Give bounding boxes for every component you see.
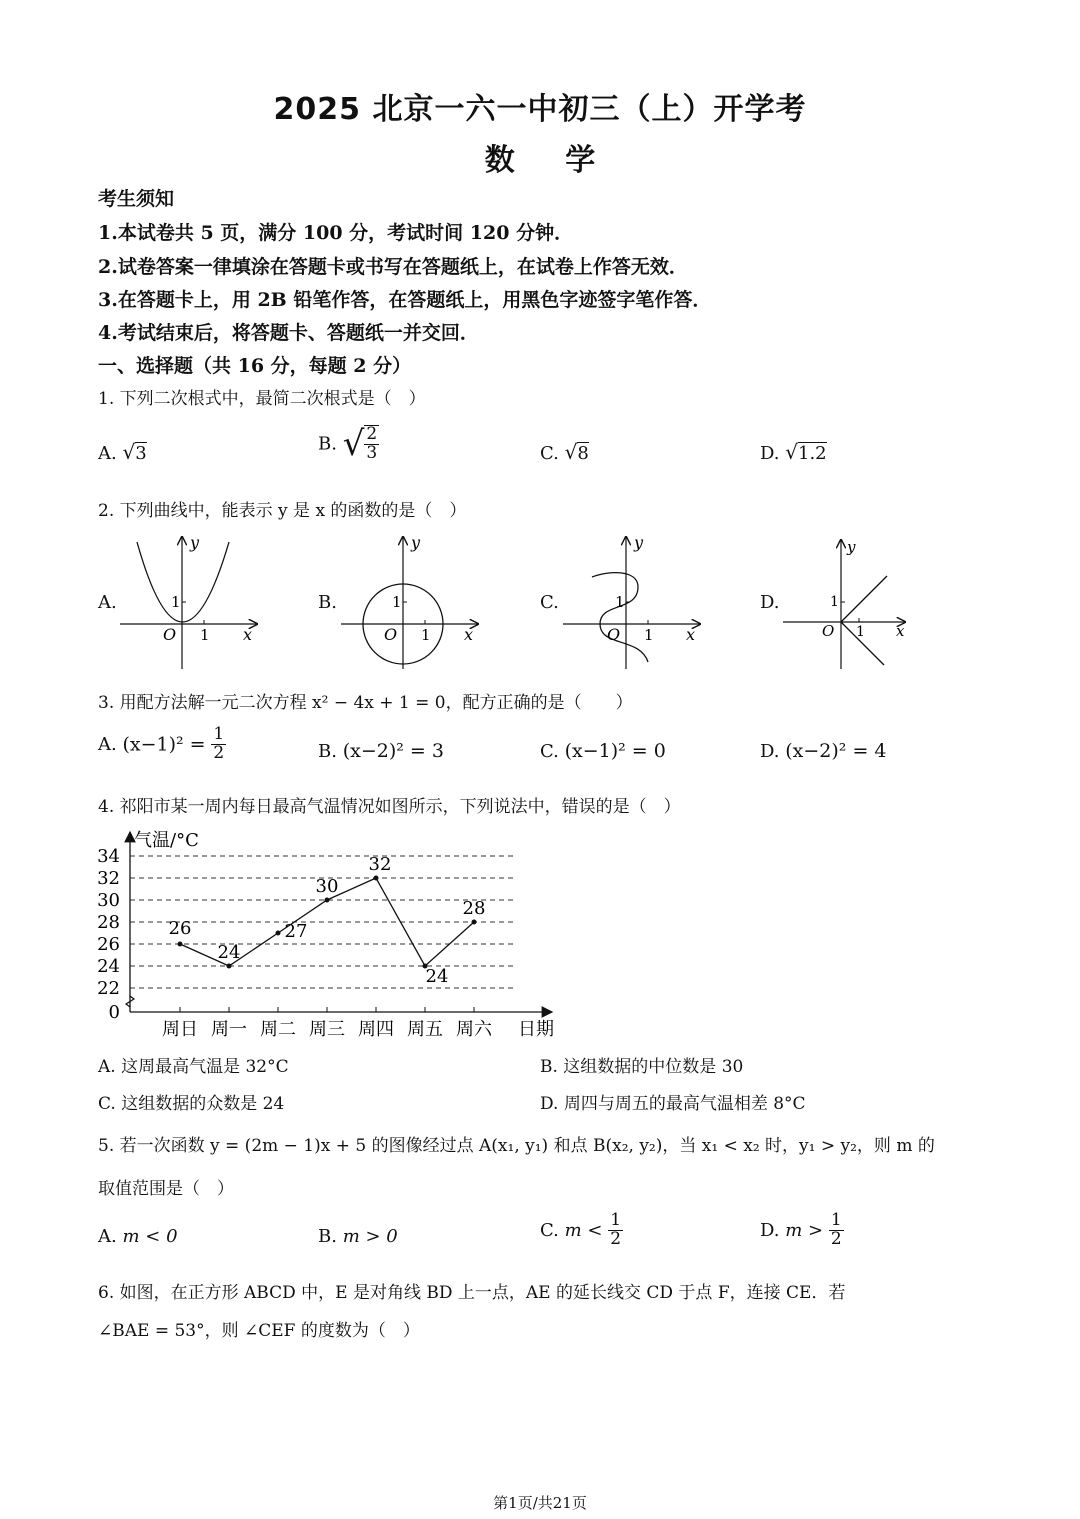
data-point bbox=[178, 942, 183, 947]
option-expression: (x−1)² = 0 bbox=[564, 740, 666, 762]
q4-option-b: B. 这组数据的中位数是 30 bbox=[540, 1057, 744, 1077]
q5-stem-line2: 取值范围是（ ） bbox=[98, 1179, 234, 1199]
origin-label: O bbox=[163, 625, 177, 644]
data-label: 32 bbox=[368, 854, 392, 875]
origin-label: O bbox=[822, 622, 835, 640]
q5-stem-line1: 5. 若一次函数 y = (2m − 1)x + 5 的图像经过点 A(x₁, y₁) 和点 B(x₂, y₂)，当 x₁ < x₂ 时，y₁ > y₂，则 m 的 bbox=[98, 1136, 935, 1156]
fraction-numerator: 1 bbox=[830, 1210, 842, 1230]
option-label: D. bbox=[760, 1219, 780, 1241]
x-tick-label: 周五 bbox=[407, 1019, 443, 1040]
option-expression: m > bbox=[785, 1219, 824, 1241]
q3-option-c bbox=[540, 740, 666, 762]
q1-option-c bbox=[540, 440, 589, 464]
q1-option-a bbox=[98, 440, 147, 464]
notice-item-3: 3.在答题卡上，用 2B 铅笔作答，在答题纸上，用黑色字迹签字笔作答． bbox=[98, 289, 712, 311]
q2-label-a: A. bbox=[98, 592, 117, 613]
option-fraction bbox=[608, 1212, 623, 1249]
q4-stem: 4. 祁阳市某一周内每日最高气温情况如图所示，下列说法中，错误的是（ ） bbox=[98, 797, 681, 817]
fraction-numerator: 1 bbox=[610, 1210, 622, 1230]
radicand: 3 bbox=[135, 443, 147, 464]
option-label: A. bbox=[98, 733, 117, 755]
option-label: C. bbox=[540, 1219, 559, 1241]
exam-title: 2025 北京一六一中初三（上）开学考 bbox=[273, 92, 807, 127]
y-tick-label: 22 bbox=[97, 978, 120, 999]
radical-sign: √ bbox=[122, 440, 136, 464]
q2-stem: 2. 下列曲线中，能表示 y 是 x 的函数的是（ ） bbox=[98, 501, 467, 521]
q4-option-c: C. 这组数据的众数是 24 bbox=[98, 1094, 285, 1114]
data-point bbox=[227, 964, 232, 969]
q5-option-c bbox=[540, 1212, 623, 1249]
y-axis-label: y bbox=[411, 533, 421, 552]
q2-graph-d bbox=[780, 532, 930, 672]
x-tick-label: 周六 bbox=[456, 1019, 492, 1040]
notice-heading: 考生须知 bbox=[98, 188, 175, 210]
x-axis-label: x bbox=[686, 625, 696, 644]
radicand: 8 bbox=[577, 443, 589, 464]
y-tick-label: 26 bbox=[97, 934, 120, 955]
option-label: A. bbox=[98, 443, 117, 464]
option-expression: (x−2)² = 3 bbox=[342, 740, 444, 762]
option-expression: m < 0 bbox=[122, 1226, 178, 1247]
option-expression: (x−2)² = 4 bbox=[785, 740, 887, 762]
tick-label-y1: 1 bbox=[171, 593, 181, 611]
q3-stem: 3. 用配方法解一元二次方程 x² − 4x + 1 = 0，配方正确的是（ ） bbox=[98, 693, 633, 713]
radical-sign: √ bbox=[564, 440, 578, 464]
y-tick-label: 0 bbox=[108, 1002, 120, 1023]
data-label: 28 bbox=[462, 898, 486, 919]
s-curve bbox=[592, 573, 648, 662]
notice-item-1: 1.本试卷共 5 页，满分 100 分，考试时间 120 分钟． bbox=[98, 222, 574, 244]
tick-label-y1: 1 bbox=[392, 593, 402, 611]
option-expression: m < bbox=[564, 1219, 603, 1241]
notice-item-4: 4.考试结束后，将答题卡、答题纸一并交回． bbox=[98, 322, 479, 344]
q1-stem: 1. 下列二次根式中，最简二次根式是（ ） bbox=[98, 389, 426, 409]
q5-option-d bbox=[760, 1212, 844, 1249]
radical-sign: √ bbox=[785, 440, 798, 464]
option-fraction bbox=[829, 1212, 844, 1249]
q2-label-d: D. bbox=[760, 592, 780, 613]
tick-label-x1: 1 bbox=[200, 626, 210, 644]
x-tick-label: 周日 bbox=[162, 1019, 198, 1040]
fraction-denominator: 2 bbox=[830, 1228, 842, 1249]
exam-subject: 数 学 bbox=[484, 143, 596, 178]
q5-option-a bbox=[98, 1226, 178, 1247]
q2-label-c: C. bbox=[540, 592, 559, 613]
q1-option-b bbox=[318, 424, 379, 464]
fraction-denominator: 2 bbox=[213, 742, 225, 763]
x-axis-label: x bbox=[896, 622, 905, 640]
x-axis-label: x bbox=[243, 625, 253, 644]
option-expression: m > 0 bbox=[342, 1226, 398, 1247]
section-heading: 一、选择题（共 16 分，每题 2 分） bbox=[98, 355, 412, 377]
fraction-denominator: 2 bbox=[610, 1228, 622, 1249]
x-tick-label: 周二 bbox=[260, 1019, 296, 1040]
origin-label: O bbox=[384, 625, 398, 644]
y-tick-label: 32 bbox=[97, 868, 120, 889]
parabola-curve bbox=[137, 542, 229, 622]
y-tick-label: 34 bbox=[97, 846, 120, 867]
option-label: D. bbox=[760, 741, 780, 762]
option-expression: (x−1)² = bbox=[122, 733, 206, 756]
page-footer: 第1页/共21页 bbox=[493, 1494, 587, 1512]
data-point bbox=[325, 898, 330, 903]
tick-label-x1: 1 bbox=[644, 626, 654, 644]
fraction-numerator: 2 bbox=[366, 424, 378, 445]
radicand-fraction bbox=[364, 425, 379, 463]
data-point bbox=[374, 876, 379, 881]
q5-option-b bbox=[318, 1226, 398, 1247]
q3-option-b bbox=[318, 740, 444, 762]
tick-label-x1: 1 bbox=[421, 626, 431, 644]
x-tick-label: 周一 bbox=[211, 1019, 247, 1040]
data-point bbox=[276, 931, 281, 936]
y-axis-title: 气温/°C bbox=[134, 830, 199, 851]
x-axis-title: 日期 bbox=[518, 1019, 554, 1040]
option-label: B. bbox=[318, 1226, 337, 1247]
option-label: C. bbox=[540, 741, 559, 762]
tick-label-x1: 1 bbox=[856, 624, 865, 640]
fraction-denominator: 3 bbox=[366, 443, 378, 463]
tick-label-y1: 1 bbox=[830, 594, 839, 610]
notice-item-2: 2.试卷答案一律填涂在答题卡或书写在答题纸上，在试卷上作答无效． bbox=[98, 256, 688, 278]
q2-graph-c bbox=[560, 532, 710, 672]
y-tick-label: 28 bbox=[97, 912, 120, 933]
option-label: B. bbox=[318, 433, 337, 455]
origin-label: O bbox=[607, 625, 621, 644]
q6-stem-line2: ∠BAE = 53°，则 ∠CEF 的度数为（ ） bbox=[98, 1321, 420, 1341]
x-tick-label: 周四 bbox=[358, 1019, 394, 1040]
y-axis-label: y bbox=[190, 533, 200, 552]
q1-option-d bbox=[760, 440, 827, 464]
x-tick-label: 周三 bbox=[309, 1019, 345, 1040]
data-label: 24 bbox=[425, 966, 449, 987]
q2-graph-a bbox=[115, 532, 265, 672]
radical-sign: √ bbox=[342, 424, 365, 464]
q4-option-d: D. 周四与周五的最高气温相差 8°C bbox=[540, 1094, 806, 1114]
data-label: 24 bbox=[217, 942, 241, 963]
q6-stem-line1: 6. 如图，在正方形 ABCD 中，E 是对角线 BD 上一点，AE 的延长线交 CD 于点 F，连接 CE．若 bbox=[98, 1283, 846, 1303]
radicand: 1.2 bbox=[798, 443, 827, 464]
data-label: 30 bbox=[315, 876, 339, 897]
x-axis-label: x bbox=[464, 625, 474, 644]
y-tick-label: 24 bbox=[97, 956, 120, 977]
y-tick-label: 30 bbox=[97, 890, 120, 911]
fraction-numerator: 1 bbox=[213, 724, 225, 744]
tick-label-y1: 1 bbox=[615, 593, 625, 611]
q2-label-b: B. bbox=[318, 592, 337, 613]
option-label: B. bbox=[318, 741, 337, 762]
option-label: D. bbox=[760, 443, 780, 464]
data-label: 26 bbox=[168, 918, 192, 939]
option-label: A. bbox=[98, 1226, 117, 1247]
temperature-line-chart bbox=[92, 824, 572, 1042]
upper-ray bbox=[841, 576, 887, 622]
q3-option-a bbox=[98, 726, 226, 763]
y-axis-label: y bbox=[847, 538, 856, 556]
option-fraction bbox=[211, 726, 226, 763]
q2-graph-b bbox=[338, 532, 488, 672]
q3-option-d bbox=[760, 740, 887, 762]
data-label: 27 bbox=[284, 921, 308, 942]
option-label: C. bbox=[540, 443, 559, 464]
q4-option-a: A. 这周最高气温是 32°C bbox=[98, 1057, 289, 1077]
data-point bbox=[472, 920, 477, 925]
y-axis-label: y bbox=[634, 533, 644, 552]
